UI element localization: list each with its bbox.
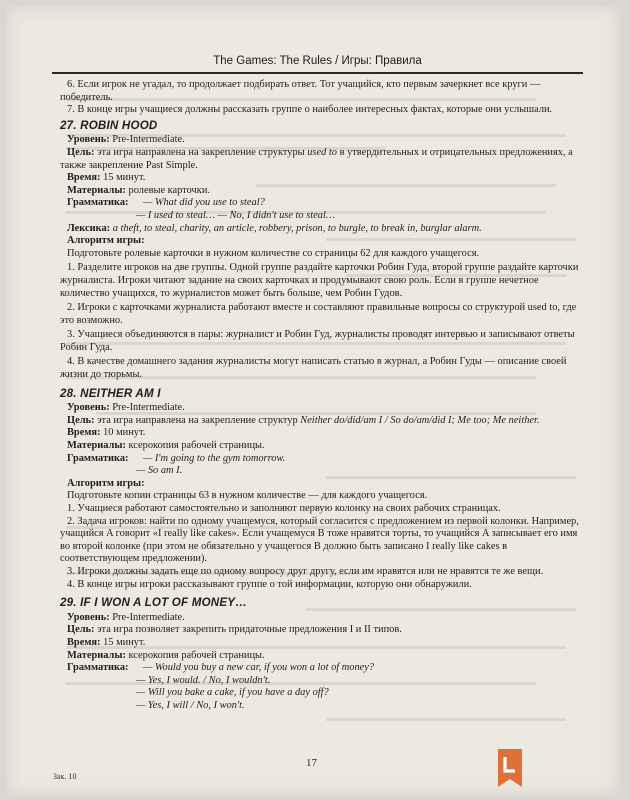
s29-time-value: 15 минут. [103, 636, 146, 648]
s27-prep: Подготовьте ролевые карточки в нужном количестве со страницы 62 для каждого учащегося. [67, 247, 480, 259]
s27-level-value: Pre-Intermediate. [112, 134, 185, 146]
s27-goal-pre: эта игра направлена на закрепление структуры [94, 146, 308, 158]
s27-step-2: 2. Игроки с карточками журналиста работают вместе и составляют правильные вопросы со структурой used to, где это возможно. [60, 302, 577, 326]
s29-grammar-line-3: — Will you bake a cake, if you have a day off? [136, 687, 329, 699]
s27-goal [60, 147, 581, 172]
s28-materials-label: Материалы: [67, 440, 126, 452]
s29-goal [60, 624, 581, 637]
s28-grammar-line-1: — I'm going to the gym tomorrow. [143, 452, 286, 464]
s29-materials-label: Материалы: [67, 649, 126, 661]
s28-step-3: 3. Игроки должны задать еще по одному вопросу друг другу, если им нравятся или не нравятся те же вещи. [67, 565, 544, 577]
s27-goal-label: Цель: [67, 146, 95, 158]
s28-level [60, 402, 581, 415]
s27-time-value: 15 минут. [103, 172, 146, 184]
s27-grammar-line-1: — What did you use to steal? [143, 197, 265, 209]
s27-level [60, 134, 581, 147]
s28-time [60, 427, 581, 440]
s27-time [60, 172, 581, 185]
s29-grammar-line-4: — Yes, I will / No, I won't. [136, 699, 245, 711]
s27-lexis-value: a theft, to steal, charity, an article, robbery, prison, to burgle, to break in, burglar alarm. [112, 222, 482, 234]
s27-step-4: 4. В качестве домашнего задания журналисты могут написать статью в журнал, а Робин Гуды — описание своей жизни до тюрьмы. [60, 356, 567, 381]
s28-prep: Подготовьте копии страницы 63 в нужном количестве — для каждого учащегося. [67, 490, 428, 502]
s27-grammar-label: Грамматика: [67, 197, 129, 209]
s29-level-label: Уровень: [67, 611, 110, 623]
page-number: 17 [306, 757, 317, 769]
s28-goal-pre: эта игра направлена на закрепление структур [94, 414, 301, 426]
s28-time-value: 10 минут. [103, 427, 146, 439]
intro-paragraph-6: 6. Если игрок не угадал, то продолжает подбирать ответ. Тот учащийся, кто первым зачеркнет все круги — победитель. [60, 79, 541, 103]
s29-grammar-label: Грамматика: [67, 662, 129, 674]
s28-goal [60, 415, 581, 428]
s27-algo-label: Алгоритм игры: [67, 235, 145, 247]
s28-materials-value: ксерокопия рабочей страницы. [128, 440, 265, 452]
s27-level-label: Уровень: [67, 134, 110, 146]
s29-grammar-line-1: — Would you buy a new car, if you won a lot of money? [143, 662, 375, 674]
s28-goal-label: Цель: [67, 414, 95, 426]
s28-grammar-label: Грамматика: [67, 452, 129, 464]
s28-step-2: 2. Задача игроков: найти по одному учащемуся, который согласится с предложением из первой колонки. Например, учащийся A говорит «I really like cakes». Если учащемуся B тоже нравятся торты, то учащийся A записывает его имя во второй колонке (при этом не обязательно у учащегося B должно быть записано I really like cakes в соответствующем предложении). [60, 515, 579, 565]
s27-time-label: Время: [67, 172, 101, 184]
s27-materials [60, 185, 581, 198]
s28-algo-label: Алгоритм игры: [67, 477, 145, 489]
s29-time [60, 637, 581, 650]
s27-materials-label: Материалы: [67, 184, 126, 196]
s29-grammar [60, 662, 581, 675]
s29-goal-label: Цель: [67, 624, 95, 636]
s29-grammar-line-2: — Yes, I would. / No, I wouldn't. [136, 674, 271, 686]
s28-grammar-line-2: — So am I. [136, 465, 183, 477]
document-page [6, 6, 620, 796]
s27-materials-value: ролевые карточки. [128, 184, 210, 196]
s28-materials [60, 440, 581, 453]
page-body [60, 79, 581, 713]
s28-level-value: Pre-Intermediate. [112, 402, 185, 414]
s28-goal-em: Neither do/did/am I / So do/am/did I; Me too; Me neither. [300, 414, 540, 426]
s28-step-1: 1. Учащиеся работают самостоятельно и заполняют первую колонку на своих рабочих страницах. [67, 503, 501, 514]
s29-level [60, 612, 581, 625]
running-header: The Games: The Rules / Игры: Правила [213, 55, 422, 67]
s29-materials [60, 650, 581, 663]
section-28-title: 28. NEITHER AM I [60, 386, 161, 400]
s29-materials-value: ксерокопия рабочей страницы. [128, 649, 265, 661]
s29-goal-value: эта игра позволяет закрепить придаточные предложения I и II типов. [94, 624, 402, 636]
s28-step-4: 4. В конце игры игроки рассказывают группе о той информации, которую они обнаружили. [67, 578, 472, 590]
s29-level-value: Pre-Intermediate. [112, 611, 185, 623]
intro-paragraph-7: 7. В конце игры учащиеся должны рассказать группе о наиболее интересных фактах, которые они услышали. [67, 104, 553, 116]
s27-grammar-line-2: — I used to steal… — No, I didn't use to steal… [136, 209, 336, 221]
s27-step-3: 3. Учащиеся объединяются в пары: журналист и Робин Гуд, журналисты проводят интервью и записывают ответы Робин Гуда. [60, 329, 575, 353]
s27-lexis [60, 223, 581, 236]
section-27-title: 27. ROBIN HOOD [60, 118, 158, 132]
header-rule [52, 72, 583, 74]
s27-step-1: 1. Разделите игроков на две группы. Одной группе раздайте карточки Робин Гуда, второй группе раздайте карточки журналиста. Игроки читают задание на своих карточках и продумывают свою роль. Если в группе нечетное количество учащихся, то журналистов может быть больше, чем Робин Гудов. [60, 262, 579, 299]
print-order-mark: Зак. 10 [53, 772, 77, 781]
s28-level-label: Уровень: [67, 402, 110, 414]
s27-lexis-label: Лексика: [67, 222, 111, 234]
s29-time-label: Время: [67, 636, 101, 648]
bookstore-logo-icon [495, 747, 525, 789]
s28-grammar [60, 453, 581, 466]
s27-goal-post: в утвердительных и отрицательных предложениях, а также закрепление Past Simple. [60, 146, 573, 171]
s27-grammar [60, 197, 581, 210]
s27-goal-em: used to [307, 146, 337, 158]
section-29-title: 29. IF I WON A LOT OF MONEY… [60, 596, 248, 610]
s28-time-label: Время: [67, 427, 101, 439]
